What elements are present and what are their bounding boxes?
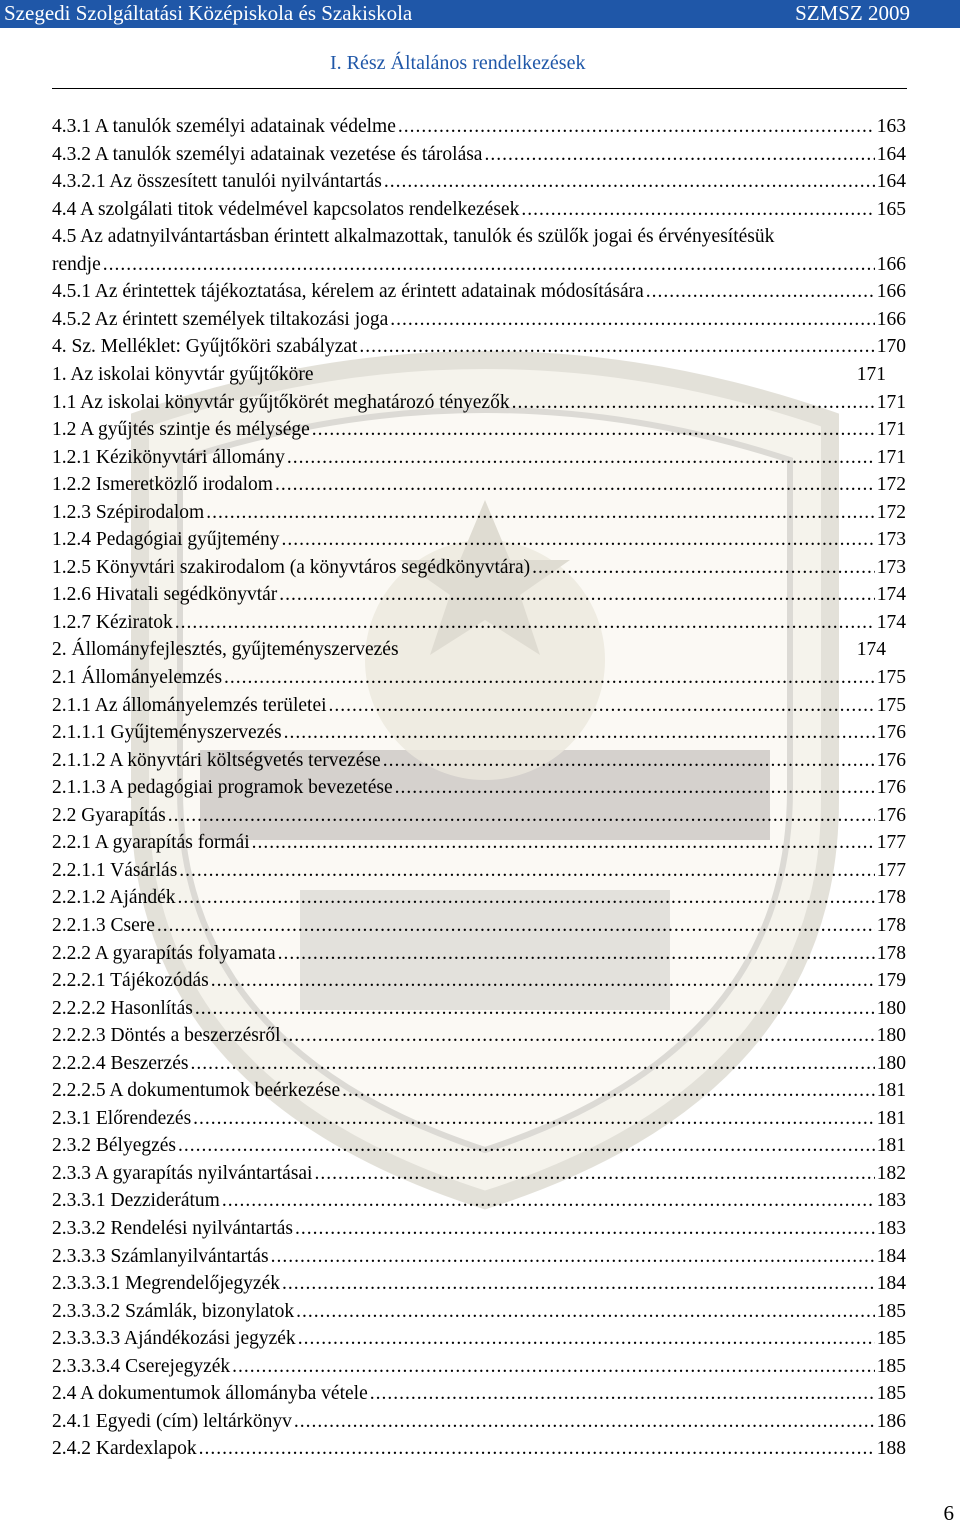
toc-entry-page: 183 [876, 1218, 906, 1239]
toc-entry-title: 2.3.3.3 Számlanyilvántartás [52, 1245, 269, 1267]
toc-leader-dots [178, 1133, 875, 1159]
toc-entry[interactable] [52, 555, 906, 581]
toc-entry-page: 166 [876, 281, 906, 303]
toc-entry[interactable] [52, 1326, 906, 1352]
toc-entry-page: 177 [876, 832, 906, 854]
toc-entry[interactable] [52, 885, 906, 911]
toc-leader-dots [179, 858, 874, 884]
document-code: SZMSZ 2009 [795, 1, 910, 25]
toc-leader-dots [281, 527, 874, 553]
toc-entry[interactable] [52, 114, 906, 140]
toc-entry[interactable] [52, 748, 906, 774]
toc-entry-title: 4.5.2 Az érintett személyek tiltakozási joga [52, 308, 389, 330]
toc-leader-dots [390, 307, 874, 333]
toc-entry-page: 164 [876, 171, 906, 193]
toc-entry-title: 1.2.7 Kéziratok [52, 611, 173, 633]
toc-entry[interactable] [52, 996, 906, 1022]
toc-entry[interactable] [52, 830, 906, 856]
toc-leader-dots [278, 941, 875, 967]
toc-leader-dots [287, 445, 875, 471]
toc-entry[interactable] [52, 1271, 906, 1297]
toc-entry[interactable] [52, 693, 906, 719]
toc-entry-title: 4.3.1 A tanulók személyi adatainak védelme [52, 116, 396, 137]
toc-leader-dots [282, 1271, 875, 1297]
toc-entry-page: 185 [876, 1355, 906, 1377]
toc-entry-title: 2.3.3.3.4 Cserejegyzék [52, 1355, 231, 1377]
toc-entry-page: 178 [876, 887, 906, 909]
toc-leader-dots [484, 142, 874, 168]
toc-entry-page: 173 [876, 529, 906, 551]
toc-entry-title: 1.2.1 Kézikönyvtári állomány [52, 446, 285, 468]
toc-entry[interactable] [52, 775, 906, 801]
toc-entry-page: 181 [876, 1107, 906, 1129]
toc-leader-dots [646, 279, 875, 305]
toc-entry[interactable] [52, 941, 906, 967]
toc-entry-title: 2.4.1 Egyedi (cím) leltárkönyv [52, 1410, 292, 1432]
toc-leader-dots [252, 830, 875, 856]
page-header-bar [0, 0, 960, 28]
toc-entry-page: 170 [876, 336, 906, 358]
toc-entry[interactable] [52, 720, 906, 746]
toc-leader-dots [190, 1051, 874, 1077]
toc-entry-title: 2.2.1.3 Csere [52, 914, 155, 936]
toc-entry[interactable] [52, 1436, 906, 1462]
toc-entry-title: 2.1 Állományelemzés [52, 667, 223, 688]
toc-entry-title: 2.2.1.1 Vásárlás [52, 859, 178, 881]
toc-entry[interactable] [52, 445, 906, 471]
toc-leader-dots [175, 610, 875, 636]
toc-entry-page: 178 [876, 942, 906, 964]
toc-entry-page: 176 [876, 777, 906, 799]
toc-leader-dots [294, 1409, 875, 1435]
toc-entry[interactable] [52, 307, 906, 333]
toc-entry-page: 175 [876, 667, 906, 688]
toc-entry-page: 174 [856, 639, 886, 661]
toc-entry-title: 2.3.3.3.1 Megrendelőjegyzék [52, 1273, 280, 1295]
toc-entry-page: 181 [876, 1080, 906, 1102]
toc-leader-dots [370, 1381, 875, 1407]
toc-entry-title: 1.2.6 Hivatali segédkönyvtár [52, 584, 278, 606]
toc-entry-title: 4.4 A szolgálati titok védelmével kapcsolatos rendelkezések [52, 198, 520, 220]
toc-entry-page: 180 [876, 1025, 906, 1047]
toc-leader-dots [232, 1354, 875, 1380]
toc-entry-title: 2.2.2.1 Tájékozódás [52, 970, 209, 992]
toc-leader-dots [224, 665, 875, 691]
toc-entry-title: 2.2.1 A gyarapítás formái [52, 832, 250, 854]
toc-leader-dots [206, 500, 875, 526]
toc-entry-title: 2.2.2.2 Hasonlítás [52, 997, 193, 1019]
toc-entry[interactable] [52, 1106, 906, 1132]
toc-leader-dots [103, 252, 875, 278]
toc-entry-page: 176 [876, 804, 906, 826]
toc-entry-page: 175 [876, 694, 906, 716]
toc-entry-title: 2.1.1.3 A pedagógiai programok bevezetése [52, 777, 393, 799]
toc-entry-title: 2.2.2.4 Beszerzés [52, 1052, 189, 1074]
toc-entry-title: 2.3.2 Bélyegzés [52, 1135, 177, 1157]
toc-entry[interactable] [52, 858, 906, 884]
toc-leader-dots [398, 114, 875, 140]
toc-entry-page: 184 [876, 1245, 906, 1267]
toc-entry-title: 4. Sz. Melléklet: Gyűjtőköri szabályzat [52, 336, 358, 358]
toc-entry-page: 184 [876, 1273, 906, 1295]
toc-leader-dots [193, 1106, 875, 1132]
toc-entry-title: 2.3.3 A gyarapítás nyilvántartásai [52, 1162, 313, 1184]
toc-entry-title: 1.2.3 Szépirodalom [52, 501, 205, 523]
toc-entry-title: 2.1.1.1 Gyűjteményszervezés [52, 722, 282, 744]
toc-entry-title: 2.3.1 Előrendezés [52, 1107, 192, 1129]
toc-entry-page: 182 [876, 1162, 906, 1184]
toc-entry[interactable] [52, 1299, 906, 1325]
toc-entry-page: 185 [876, 1300, 906, 1322]
toc-leader-dots [342, 1078, 875, 1104]
toc-leader-dots [312, 417, 875, 443]
toc-entry-page: 185 [876, 1383, 906, 1405]
page-number: 6 [943, 1501, 954, 1525]
toc-entry-title: 2.3.3.2 Rendelési nyilvántartás [52, 1218, 293, 1239]
toc-leader-dots [521, 197, 874, 223]
toc-entry[interactable] [52, 500, 906, 526]
toc-entry-page: 173 [876, 556, 906, 578]
toc-entry-title: 2.2.1.2 Ajándék [52, 887, 176, 909]
toc-leader-dots [168, 803, 875, 829]
toc-entry-title: 1.1 Az iskolai könyvtár gyűjtőkörét meghatározó tényezők [52, 391, 510, 413]
toc-entry[interactable] [52, 472, 906, 498]
toc-entry-title: 2.3.3.3.3 Ajándékozási jegyzék [52, 1328, 296, 1350]
toc-entry-page: 185 [876, 1328, 906, 1350]
section-title: I. Rész Általános rendelkezések [330, 52, 586, 74]
toc-leader-dots [283, 1023, 875, 1049]
toc-entry[interactable] [52, 362, 886, 388]
toc-entry-page: 179 [876, 970, 906, 992]
toc-entry-page: 176 [876, 749, 906, 771]
toc-entry[interactable] [52, 527, 906, 553]
toc-entry-title: 4.3.2.1 Az összesített tanulói nyilvántartás [52, 171, 382, 193]
toc-entry-page: 183 [876, 1190, 906, 1212]
toc-leader-dots [532, 555, 875, 581]
toc-entry-page: 174 [876, 611, 906, 633]
toc-entry-title: 4.5 Az adatnyilvántartásban érintett alkalmazottak, tanulók és szülők jogai és érvényesítésük [52, 226, 775, 248]
toc-entry-title: 2.3.3.1 Dezziderátum [52, 1190, 220, 1212]
toc-entry-title: 2.2.2 A gyarapítás folyamata [52, 942, 276, 964]
toc-entry-title: 2.4 A dokumentumok állományba vétele [52, 1383, 368, 1405]
toc-entry-page: 164 [876, 143, 906, 165]
toc-entry[interactable] [52, 665, 906, 691]
toc-entry-page: 178 [876, 914, 906, 936]
toc-entry-title: 2.1.1.2 A könyvtári költségvetés tervezése [52, 749, 381, 771]
toc-entry-page: 172 [876, 501, 906, 523]
toc-entry[interactable] [52, 1244, 906, 1270]
toc-entry-title: 2.4.2 Kardexlapok [52, 1438, 197, 1460]
toc-leader-dots [383, 748, 875, 774]
toc-entry[interactable] [52, 637, 886, 663]
toc-entry[interactable] [52, 1051, 906, 1077]
toc-entry-title: 4.3.2 A tanulók személyi adatainak vezetése és tárolása [52, 143, 483, 165]
toc-leader-dots [275, 472, 875, 498]
toc-leader-dots [177, 885, 874, 911]
toc-entry[interactable] [52, 334, 906, 360]
toc-leader-dots [195, 996, 875, 1022]
toc-leader-dots [211, 968, 875, 994]
toc-entry-title: 4.5.1 Az érintettek tájékoztatása, kérelem az érintett adatainak módosítására [52, 281, 644, 303]
toc-entry-page: 171 [876, 446, 906, 468]
toc-entry[interactable] [52, 1188, 906, 1214]
toc-entry[interactable] [52, 169, 906, 195]
toc-entry-title: 1.2 A gyűjtés szintje és mélysége [52, 419, 310, 441]
toc-entry-title: rendje [52, 253, 101, 275]
toc-entry[interactable] [52, 417, 906, 443]
toc-entry-page: 186 [876, 1410, 906, 1432]
toc-leader-dots [314, 1161, 874, 1187]
school-name: Szegedi Szolgáltatási Középiskola és Szakiskola [4, 1, 413, 25]
toc-leader-dots [329, 693, 875, 719]
toc-entry[interactable] [52, 803, 906, 829]
toc-leader-dots [296, 1299, 875, 1325]
toc-entry[interactable] [52, 968, 906, 994]
toc-entry[interactable] [52, 610, 906, 636]
toc-entry[interactable] [52, 252, 906, 278]
toc-entry[interactable] [52, 390, 906, 416]
toc-entry[interactable] [52, 224, 906, 250]
toc-entry-page: 171 [876, 419, 906, 441]
toc-entry-title: 1.2.4 Pedagógiai gyűjtemény [52, 529, 280, 551]
toc-leader-dots [279, 582, 874, 608]
toc-entry[interactable] [52, 913, 906, 939]
toc-entry[interactable] [52, 1409, 906, 1435]
toc-leader-dots [284, 720, 875, 746]
toc-entry-page: 177 [876, 859, 906, 881]
toc-entry-page: 176 [876, 722, 906, 744]
toc-entry-page: 165 [876, 198, 906, 220]
toc-entry-title: 1.2.2 Ismeretközlő irodalom [52, 474, 273, 496]
toc-leader-dots [512, 390, 875, 416]
toc-leader-dots [222, 1188, 875, 1214]
toc-entry[interactable] [52, 1133, 906, 1159]
toc-entry-page: 171 [856, 363, 886, 385]
toc-leader-dots [295, 1216, 875, 1242]
toc-entry-title: 2.2 Gyarapítás [52, 804, 166, 826]
toc-entry[interactable] [52, 582, 906, 608]
toc-entry-page: 181 [876, 1135, 906, 1157]
toc-leader-dots [384, 169, 875, 195]
toc-leader-dots [157, 913, 875, 939]
toc-entry-title: 2.1.1 Az állományelemzés területei [52, 694, 327, 716]
toc-entry[interactable] [52, 1354, 906, 1380]
toc-entry-title: 2.2.2.3 Döntés a beszerzésről [52, 1025, 281, 1047]
toc-entry-title: 2.3.3.3.2 Számlák, bizonylatok [52, 1300, 295, 1322]
toc-entry-page: 172 [876, 474, 906, 496]
toc-entry[interactable] [52, 1023, 906, 1049]
toc-entry-title: 1.2.5 Könyvtári szakirodalom (a könyvtáros segédkönyvtára) [52, 556, 531, 578]
toc-entry-page: 166 [876, 308, 906, 330]
toc-entry[interactable] [52, 279, 906, 305]
toc-entry-page: 174 [876, 584, 906, 606]
toc-entry[interactable] [52, 1161, 906, 1187]
toc-entry-page: 171 [876, 391, 906, 413]
toc-entry-page: 180 [876, 1052, 906, 1074]
toc-entry-page: 188 [876, 1438, 906, 1460]
toc-entry-title: 2.2.2.5 A dokumentumok beérkezése [52, 1080, 341, 1102]
toc-entry-title: 1. Az iskolai könyvtár gyűjtőköre [52, 363, 314, 385]
toc-leader-dots [271, 1244, 875, 1270]
toc-entry[interactable] [52, 1078, 906, 1104]
toc-leader-dots [395, 775, 875, 801]
toc-leader-dots [199, 1436, 875, 1462]
toc-entry-page: 180 [876, 997, 906, 1019]
toc-entry-title: 2. Állományfejlesztés, gyűjteményszervezés [52, 639, 399, 661]
toc-leader-dots [298, 1326, 875, 1352]
toc-entry-page: 166 [876, 253, 906, 275]
toc-entry[interactable] [52, 1216, 906, 1242]
toc-entry[interactable] [52, 1381, 906, 1407]
toc-entry-page: 163 [876, 116, 906, 137]
toc-entry[interactable] [52, 197, 906, 223]
toc-leader-dots [359, 334, 874, 360]
toc-entry[interactable] [52, 142, 906, 168]
header-rule [52, 88, 907, 89]
